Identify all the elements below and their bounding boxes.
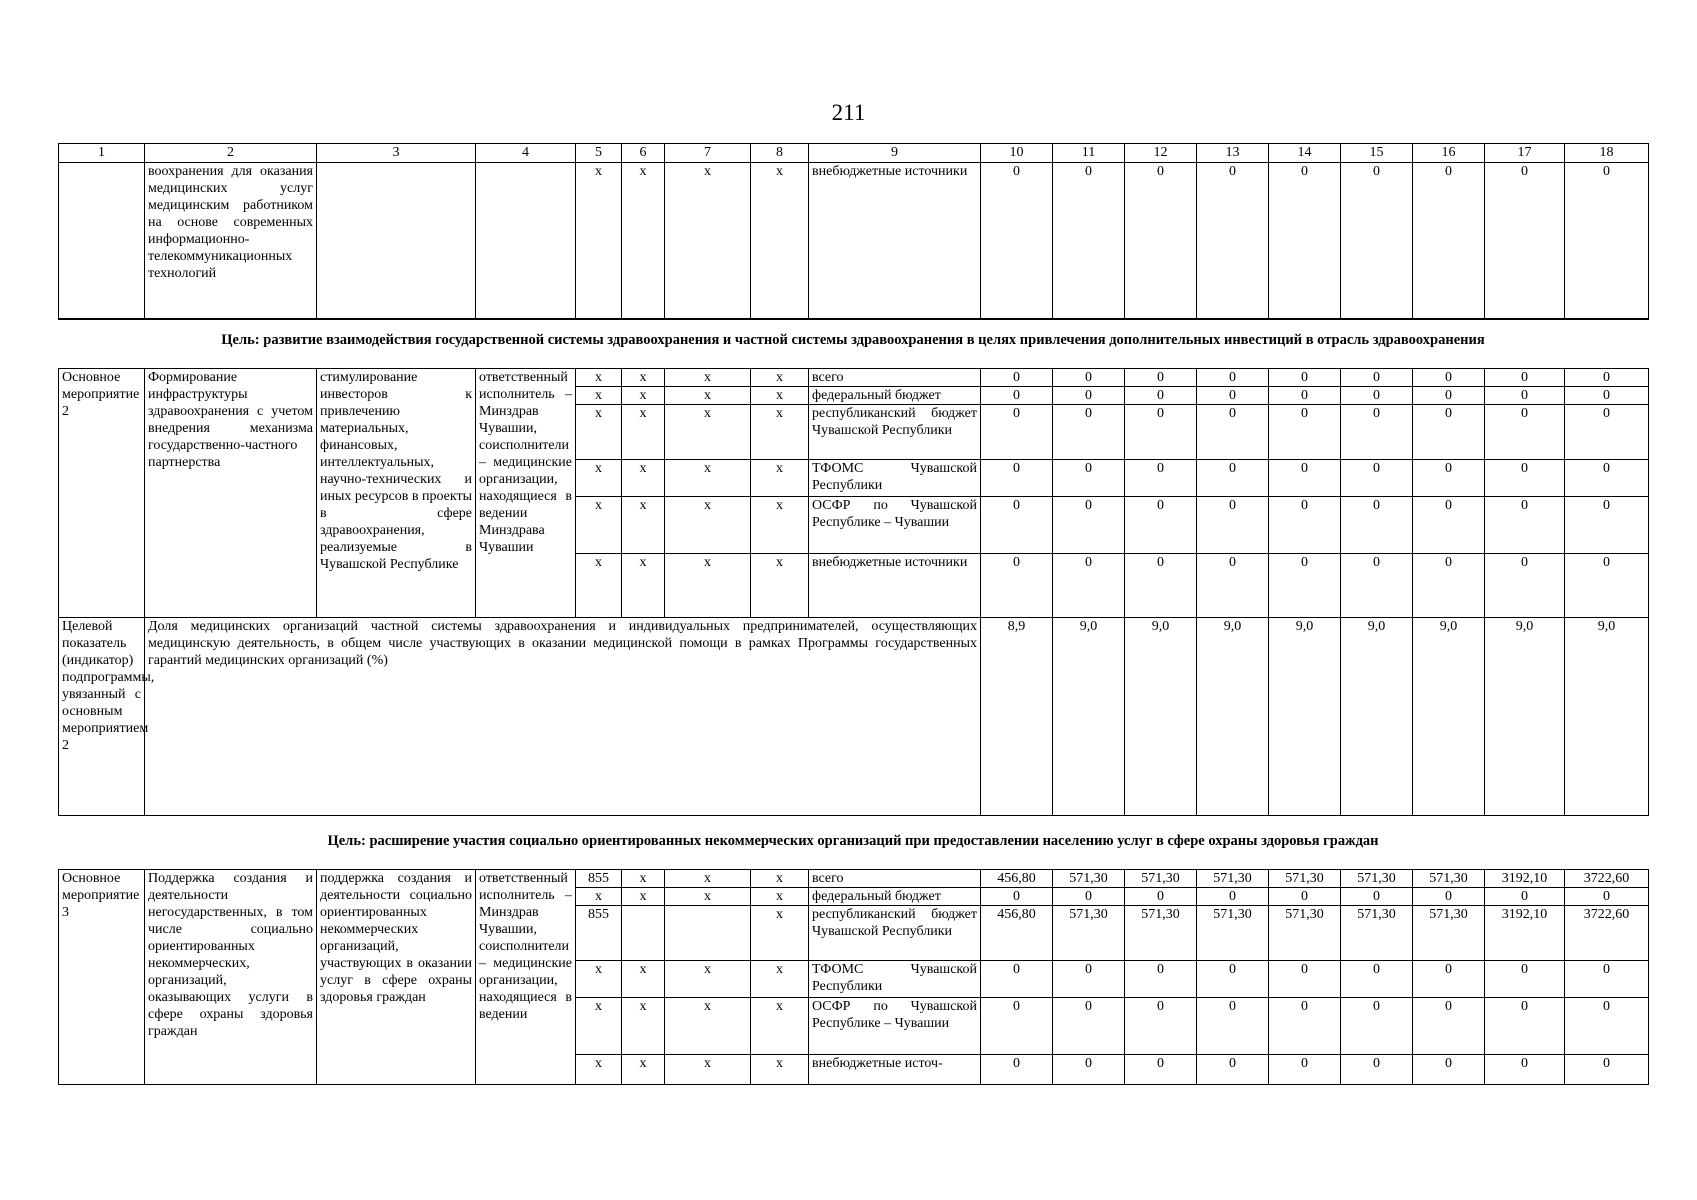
cell-value: 0 xyxy=(1485,888,1565,906)
cell-value: 0 xyxy=(1197,387,1269,405)
cell-value: 571,30 xyxy=(1125,906,1197,961)
cell-funding-source: республиканский бюджет Чувашской Республики xyxy=(809,405,981,460)
cell-value: 0 xyxy=(1485,497,1565,554)
cell-value: 0 xyxy=(1565,1055,1649,1085)
cell-col4 xyxy=(476,163,576,319)
cell-value: 0 xyxy=(1053,163,1125,319)
goal-heading: Цель: развитие взаимодействия государственной системы здравоохранения и частной системы здравоохранения в целях привлечения дополнительных инвестиций в отрасль здравоохранения xyxy=(221,332,1485,348)
cell-c7: x xyxy=(665,554,751,618)
cell-value: 0 xyxy=(1269,387,1341,405)
cell-value: 0 xyxy=(1197,1055,1269,1085)
cell-c7: x xyxy=(665,163,751,319)
cell-c5: x xyxy=(576,460,622,497)
cell-value: 0 xyxy=(981,163,1053,319)
cell-value: 0 xyxy=(1125,961,1197,998)
cell-value: 0 xyxy=(1413,961,1485,998)
cell-c8: x xyxy=(751,405,809,460)
cell-c6: x xyxy=(622,369,665,387)
cell-value: 0 xyxy=(1269,888,1341,906)
cell-value: 0 xyxy=(1053,369,1125,387)
cell-value: 0 xyxy=(1565,163,1649,319)
cell-c8: x xyxy=(751,369,809,387)
cell-value: 571,30 xyxy=(1197,906,1269,961)
cell-funding-source: федеральный бюджет xyxy=(809,888,981,906)
cell-c5: x xyxy=(576,554,622,618)
cell-value: 0 xyxy=(1197,554,1269,618)
cell-value: 0 xyxy=(1413,387,1485,405)
cell-c6: x xyxy=(622,1055,665,1085)
cell-value: 0 xyxy=(981,460,1053,497)
cell-c8: x xyxy=(751,554,809,618)
cell-value: 0 xyxy=(1413,888,1485,906)
cell-value: 0 xyxy=(1125,554,1197,618)
cell-value: 0 xyxy=(1485,163,1565,319)
cell-value: 456,80 xyxy=(981,906,1053,961)
measure-description-cell: поддержка создания и деятельности социально ориентированных некоммерческих организаций, участвующих в оказании услуг в сфере охраны здоровья граждан xyxy=(317,870,476,1085)
cell-value: 0 xyxy=(1197,961,1269,998)
indicator-value-cell: 9,0 xyxy=(1125,618,1197,816)
cell-value: 0 xyxy=(1341,369,1413,387)
cell-funding-source: ОСФР по Чувашской Республике – Чувашии xyxy=(809,497,981,554)
cell-value: 0 xyxy=(1125,405,1197,460)
cell-funding-source: ТФОМС Чувашской Республики xyxy=(809,961,981,998)
cell-value: 0 xyxy=(1341,998,1413,1055)
column-number-cell: 18 xyxy=(1565,144,1649,163)
cell-c5: x xyxy=(576,405,622,460)
cell-c6: x xyxy=(622,888,665,906)
cell-c5: x xyxy=(576,961,622,998)
cell-funding-source: республиканский бюджет Чувашской Республики xyxy=(809,906,981,961)
column-number-cell: 1 xyxy=(59,144,145,163)
cell-value: 3192,10 xyxy=(1485,906,1565,961)
column-number-cell: 2 xyxy=(145,144,317,163)
column-number-row xyxy=(59,144,1649,163)
cell-c7: x xyxy=(665,497,751,554)
cell-value: 0 xyxy=(1125,1055,1197,1085)
cell-value: 0 xyxy=(1197,888,1269,906)
cell-c7: x xyxy=(665,405,751,460)
cell-value: 0 xyxy=(981,961,1053,998)
cell-value: 0 xyxy=(1413,998,1485,1055)
cell-c6: x xyxy=(622,387,665,405)
cell-measure-name: воохранения для оказания медицинских услуг медицинским работником на основе современных информационно-телекоммуникационных технологий xyxy=(145,163,317,319)
column-number-cell: 17 xyxy=(1485,144,1565,163)
cell-value: 0 xyxy=(1053,998,1125,1055)
cell-value: 0 xyxy=(1565,497,1649,554)
cell-value: 0 xyxy=(1269,961,1341,998)
cell-value: 0 xyxy=(1125,369,1197,387)
cell-c6: x xyxy=(622,497,665,554)
cell-value: 0 xyxy=(981,888,1053,906)
cell-value: 0 xyxy=(1485,369,1565,387)
cell-c8: x xyxy=(751,906,809,961)
cell-funding-source: федеральный бюджет xyxy=(809,387,981,405)
cell-c7: x xyxy=(665,870,751,888)
cell-value: 0 xyxy=(1269,998,1341,1055)
cell-col1 xyxy=(59,163,145,319)
cell-value: 0 xyxy=(1197,369,1269,387)
continuation-table xyxy=(58,143,1649,320)
executor-cell: ответственный исполнитель – Минздрав Чувашии, соисполнители – медицинские организации, находящиеся в ведении Минздрава Чувашии xyxy=(476,369,576,618)
cell-value: 571,30 xyxy=(1269,906,1341,961)
cell-value: 0 xyxy=(1053,888,1125,906)
cell-value: 571,30 xyxy=(1053,870,1125,888)
measure-name-cell: Формирование инфраструктуры здравоохранения с учетом внедрения механизма государственно-частного партнерства xyxy=(145,369,317,618)
cell-value: 0 xyxy=(1565,888,1649,906)
cell-funding-source: ТФОМС Чувашской Республики xyxy=(809,460,981,497)
cell-value: 0 xyxy=(1053,497,1125,554)
cell-funding-source: ОСФР по Чувашской Республике – Чувашии xyxy=(809,998,981,1055)
cell-value: 0 xyxy=(981,554,1053,618)
cell-value: 571,30 xyxy=(1269,870,1341,888)
executor-cell: ответственный исполнитель – Минздрав Чувашии, соисполнители – медицинские организации, находящиеся в ведении xyxy=(476,870,576,1085)
cell-c7 xyxy=(665,906,751,961)
cell-c8: x xyxy=(751,460,809,497)
cell-value: 0 xyxy=(1485,998,1565,1055)
cell-value: 0 xyxy=(1197,405,1269,460)
cell-value: 0 xyxy=(1413,554,1485,618)
cell-value: 456,80 xyxy=(981,870,1053,888)
measure-name-cell: Поддержка создания и деятельности негосударственных, в том числе социально ориентированных некоммерческих, организаций, оказывающих услуги в сфере охраны здоровья граждан xyxy=(145,870,317,1085)
cell-value: 0 xyxy=(1413,369,1485,387)
cell-value: 0 xyxy=(1485,460,1565,497)
cell-value: 0 xyxy=(1197,460,1269,497)
cell-value: 0 xyxy=(1053,554,1125,618)
column-number-cell: 9 xyxy=(809,144,981,163)
cell-c5: 855 xyxy=(576,870,622,888)
cell-value: 0 xyxy=(1125,163,1197,319)
cell-c8: x xyxy=(751,387,809,405)
cell-value: 571,30 xyxy=(1197,870,1269,888)
cell-c6: x xyxy=(622,163,665,319)
cell-funding-source: всего xyxy=(809,870,981,888)
cell-value: 0 xyxy=(1341,497,1413,554)
cell-c5: x xyxy=(576,369,622,387)
table-row xyxy=(59,870,1649,888)
cell-c6: x xyxy=(622,998,665,1055)
column-number-cell: 5 xyxy=(576,144,622,163)
column-number-cell: 10 xyxy=(981,144,1053,163)
cell-value: 0 xyxy=(1269,369,1341,387)
cell-funding-source: внебюджетные источ- xyxy=(809,1055,981,1085)
column-number-cell: 11 xyxy=(1053,144,1125,163)
cell-value: 0 xyxy=(1413,163,1485,319)
column-number-cell: 12 xyxy=(1125,144,1197,163)
cell-value: 0 xyxy=(1125,460,1197,497)
cell-value: 0 xyxy=(1053,961,1125,998)
cell-c8: x xyxy=(751,961,809,998)
cell-value: 0 xyxy=(1125,497,1197,554)
cell-c7: x xyxy=(665,888,751,906)
column-number-cell: 3 xyxy=(317,144,476,163)
cell-value: 0 xyxy=(981,497,1053,554)
cell-c7: x xyxy=(665,369,751,387)
indicator-value-cell: 8,9 xyxy=(981,618,1053,816)
cell-c8: x xyxy=(751,998,809,1055)
cell-value: 0 xyxy=(1341,405,1413,460)
cell-value: 0 xyxy=(1269,163,1341,319)
measure-label-cell: Основное мероприятие 2 xyxy=(59,369,145,618)
cell-c5: 855 xyxy=(576,906,622,961)
cell-c5: x xyxy=(576,1055,622,1085)
cell-value: 0 xyxy=(1565,387,1649,405)
cell-value: 0 xyxy=(1341,961,1413,998)
cell-c7: x xyxy=(665,998,751,1055)
cell-c5: x xyxy=(576,998,622,1055)
cell-value: 571,30 xyxy=(1413,870,1485,888)
cell-value: 0 xyxy=(1197,163,1269,319)
goal-heading: Цель: расширение участия социально ориентированных некоммерческих организаций при предоставлении населению услуг в сфере охраны здоровья граждан xyxy=(327,833,1379,849)
cell-c7: x xyxy=(665,1055,751,1085)
page-number: 211 xyxy=(831,100,866,125)
table-row xyxy=(59,163,1649,319)
cell-funding-source: всего xyxy=(809,369,981,387)
cell-value: 0 xyxy=(1413,405,1485,460)
indicator-value-cell: 9,0 xyxy=(1565,618,1649,816)
cell-value: 0 xyxy=(1125,387,1197,405)
cell-value: 3192,10 xyxy=(1485,870,1565,888)
cell-value: 0 xyxy=(1565,554,1649,618)
cell-value: 0 xyxy=(1341,460,1413,497)
cell-value: 0 xyxy=(1269,405,1341,460)
cell-funding-source: внебюджетные источники xyxy=(809,163,981,319)
cell-value: 0 xyxy=(1341,1055,1413,1085)
cell-col3 xyxy=(317,163,476,319)
cell-funding-source: внебюджетные источники xyxy=(809,554,981,618)
cell-c6: x xyxy=(622,405,665,460)
cell-c8: x xyxy=(751,870,809,888)
cell-value: 0 xyxy=(1485,1055,1565,1085)
column-number-cell: 7 xyxy=(665,144,751,163)
indicator-text-cell: Доля медицинских организаций частной системы здравоохранения и индивидуальных предпринимателей, осуществляющих медицинскую деятельность, в общем числе участвующих в оказании медицинской помощи в рамках Программы государственных гарантий медицинских организаций (%) xyxy=(145,618,981,816)
cell-value: 0 xyxy=(1125,888,1197,906)
column-number-cell: 4 xyxy=(476,144,576,163)
cell-value: 571,30 xyxy=(1125,870,1197,888)
cell-c8: x xyxy=(751,888,809,906)
cell-c6: x xyxy=(622,554,665,618)
indicator-value-cell: 9,0 xyxy=(1053,618,1125,816)
table-row xyxy=(59,369,1649,387)
cell-c7: x xyxy=(665,460,751,497)
column-number-cell: 16 xyxy=(1413,144,1485,163)
cell-value: 0 xyxy=(1053,1055,1125,1085)
indicator-value-cell: 9,0 xyxy=(1269,618,1341,816)
cell-value: 0 xyxy=(1565,405,1649,460)
cell-value: 3722,60 xyxy=(1565,906,1649,961)
cell-value: 0 xyxy=(1053,460,1125,497)
cell-value: 0 xyxy=(981,998,1053,1055)
measure-3-table xyxy=(58,869,1649,1085)
cell-value: 0 xyxy=(981,387,1053,405)
cell-value: 3722,60 xyxy=(1565,870,1649,888)
cell-value: 0 xyxy=(1197,998,1269,1055)
measure-2-table xyxy=(58,368,1649,816)
cell-value: 0 xyxy=(1197,497,1269,554)
cell-value: 0 xyxy=(1269,554,1341,618)
cell-c5: x xyxy=(576,497,622,554)
column-number-cell: 13 xyxy=(1197,144,1269,163)
cell-value: 0 xyxy=(981,369,1053,387)
cell-value: 0 xyxy=(1485,554,1565,618)
column-number-cell: 15 xyxy=(1341,144,1413,163)
cell-value: 0 xyxy=(1485,961,1565,998)
cell-value: 571,30 xyxy=(1341,870,1413,888)
cell-c8: x xyxy=(751,497,809,554)
cell-c8: x xyxy=(751,1055,809,1085)
cell-value: 0 xyxy=(981,405,1053,460)
cell-c6: x xyxy=(622,961,665,998)
indicator-label-cell: Целевой показатель (индикатор) подпрограммы, увязанный с основным мероприятием 2 xyxy=(59,618,145,816)
cell-value: 0 xyxy=(1053,387,1125,405)
cell-value: 0 xyxy=(1485,387,1565,405)
cell-value: 0 xyxy=(1341,554,1413,618)
cell-value: 571,30 xyxy=(1413,906,1485,961)
cell-value: 0 xyxy=(1565,369,1649,387)
indicator-row xyxy=(59,618,1649,816)
cell-c6 xyxy=(622,906,665,961)
cell-value: 571,30 xyxy=(1053,906,1125,961)
cell-value: 0 xyxy=(1413,497,1485,554)
cell-value: 0 xyxy=(1341,387,1413,405)
column-number-cell: 14 xyxy=(1269,144,1341,163)
cell-value: 0 xyxy=(1565,998,1649,1055)
cell-c5: x xyxy=(576,387,622,405)
cell-value: 0 xyxy=(1269,497,1341,554)
cell-value: 0 xyxy=(1341,888,1413,906)
cell-value: 0 xyxy=(1565,961,1649,998)
cell-c7: x xyxy=(665,961,751,998)
cell-value: 0 xyxy=(1485,405,1565,460)
cell-value: 0 xyxy=(1269,460,1341,497)
cell-value: 0 xyxy=(1269,1055,1341,1085)
cell-value: 0 xyxy=(1565,460,1649,497)
cell-value: 0 xyxy=(1125,998,1197,1055)
indicator-value-cell: 9,0 xyxy=(1485,618,1565,816)
cell-value: 0 xyxy=(1413,460,1485,497)
cell-value: 571,30 xyxy=(1341,906,1413,961)
cell-value: 0 xyxy=(1341,163,1413,319)
column-number-cell: 8 xyxy=(751,144,809,163)
cell-c5: x xyxy=(576,163,622,319)
cell-c7: x xyxy=(665,387,751,405)
cell-value: 0 xyxy=(1413,1055,1485,1085)
cell-c8: x xyxy=(751,163,809,319)
cell-c6: x xyxy=(622,870,665,888)
indicator-value-cell: 9,0 xyxy=(1197,618,1269,816)
indicator-value-cell: 9,0 xyxy=(1341,618,1413,816)
cell-c6: x xyxy=(622,460,665,497)
measure-description-cell: стимулирование инвесторов к привлечению материальных, финансовых, интеллектуальных, научно-технических и иных ресурсов в проекты в сфере здравоохранения, реализуемые в Чувашской Республике xyxy=(317,369,476,618)
indicator-value-cell: 9,0 xyxy=(1413,618,1485,816)
cell-value: 0 xyxy=(1053,405,1125,460)
column-number-cell: 6 xyxy=(622,144,665,163)
measure-label-cell: Основное мероприятие 3 xyxy=(59,870,145,1085)
cell-c5: x xyxy=(576,888,622,906)
cell-value: 0 xyxy=(981,1055,1053,1085)
